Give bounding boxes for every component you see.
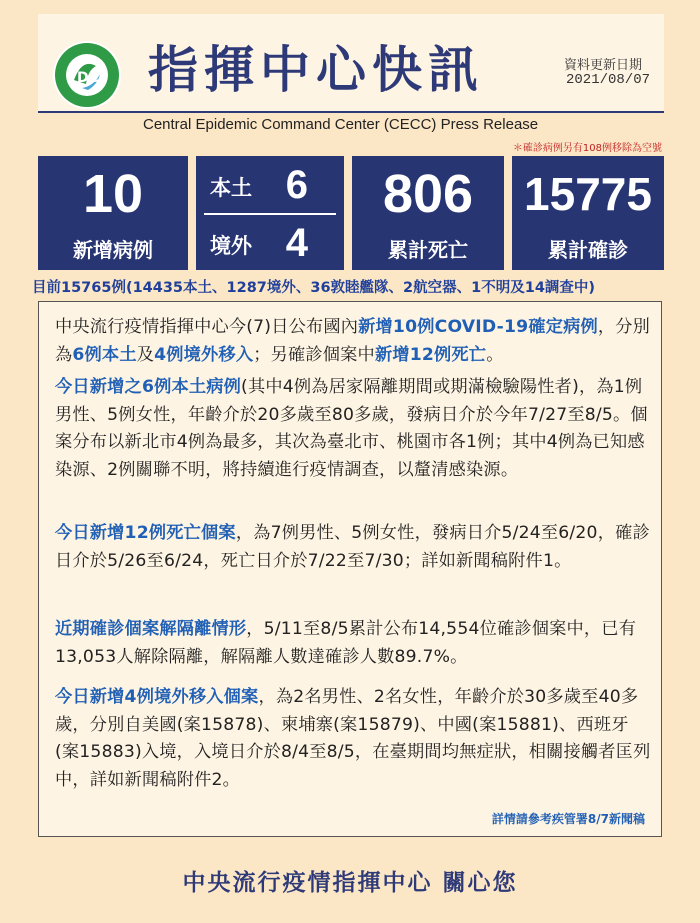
split-divider <box>204 213 336 215</box>
reference-note: 詳情請參考疾管署8/7新聞稿 <box>491 812 645 826</box>
update-date-label: 資料更新日期 <box>564 58 643 73</box>
domestic-label: 本土 <box>210 176 252 200</box>
body-text: ，為2名男性、2名女性，年齡介於30多歲至40多歲，分別自美國(案15878)、柬埔寨(案15879)、中國(案15881)、西班牙(案15883)入境，入境日介於8/4至8/5，在臺期間均無症狀，相關接觸者匡列中，詳如新聞稿附件2。 <box>55 687 651 790</box>
body-text: 及 <box>136 344 155 365</box>
body-text: ，分別為 <box>55 317 651 365</box>
highlighted-text: 6例本土 <box>72 344 137 365</box>
confirmed-card <box>512 156 664 270</box>
highlighted-text: 今日新增12例死亡個案 <box>55 523 236 543</box>
imported-value: 4 <box>285 221 308 265</box>
body-text: ，5/11至8/5累計公布14,554位確診個案中，已有13,053人解除隔離，解隔離人數達確診人數89.7%。 <box>55 619 637 667</box>
removed-cases-note: ＊確診病例另有108例移除為空號 <box>512 143 662 154</box>
deaths-value: 806 <box>382 164 474 224</box>
page-subtitle: Central Epidemic Command Center (CECC) Press Release <box>143 116 539 133</box>
new-cases-value: 10 <box>82 164 144 224</box>
highlighted-text: 近期確診個案解隔離情形 <box>55 619 247 639</box>
deaths-label: 累計死亡 <box>388 238 468 262</box>
domestic-row <box>196 160 344 210</box>
page-title: 指揮中心快訊 <box>148 41 484 99</box>
footer-slogan: 中央流行疫情指揮中心 關心您 <box>182 870 518 896</box>
confirmed-value: 15775 <box>524 168 652 220</box>
confirmed-label: 累計確診 <box>548 238 628 262</box>
body-text: (其中4例為居家隔離期間或期滿檢驗陽性者)，為1例男性、5例女性，年齡介於20多歲至80多歲，發病日介於今年7/27至8/5。個案分布以新北市4例為最多，其次為臺北市、桃園市各1例；其中4例為已知感染源、2例關聯不明，將持續進行疫情調查，以釐清感染源。 <box>55 377 648 480</box>
case-split-card <box>196 156 344 270</box>
paragraph-overview <box>55 314 651 369</box>
highlighted-text: 新增12例死亡 <box>374 344 487 365</box>
body-text: 中央流行疫情指揮中心今(7)日公布國內 <box>55 317 359 337</box>
body-text: 。 <box>486 344 504 365</box>
imported-label: 境外 <box>210 234 252 258</box>
paragraph-deaths <box>55 520 651 575</box>
body-text: ，為7例男性、5例女性，發病日介5/24至6/20，確診日介於5/26至6/24，死亡日介於7/22至7/30；詳如新聞稿附件1。 <box>55 523 650 571</box>
paragraph-domestic-cases <box>55 374 651 484</box>
press-release-body <box>38 301 662 837</box>
paragraph-imported-cases <box>55 684 651 794</box>
svg-text:DC: DC <box>77 70 99 86</box>
highlighted-text: 今日新增之6例本土病例 <box>55 377 242 397</box>
new-cases-card <box>38 156 188 270</box>
cdc-logo-icon <box>52 40 122 110</box>
highlighted-text: 新增10例COVID-19確定病例 <box>358 317 598 337</box>
update-date-value: 2021/08/07 <box>566 72 651 88</box>
highlighted-text: 今日新增4例境外移入個案 <box>55 687 259 707</box>
total-cases-summary: 目前15765例(14435本土、1287境外、36敦睦艦隊、2航空器、1不明及14調查中) <box>32 280 596 296</box>
deaths-card <box>352 156 504 270</box>
highlighted-text: 4例境外移入 <box>154 344 254 365</box>
paragraph-isolation-release <box>55 616 651 671</box>
new-cases-label: 新增病例 <box>73 238 153 262</box>
header-divider <box>38 111 664 113</box>
body-text: ；另確診個案中 <box>253 344 375 365</box>
domestic-value: 6 <box>285 163 308 207</box>
imported-row <box>196 218 344 268</box>
